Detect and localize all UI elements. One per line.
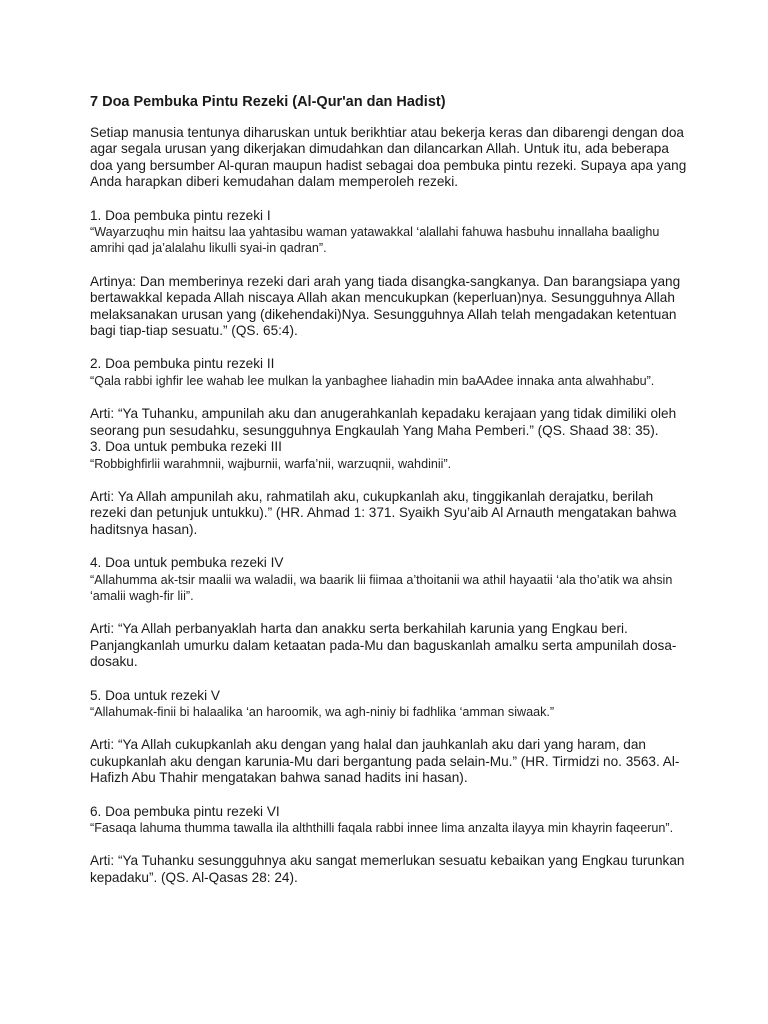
section-heading: 4. Doa untuk pembuka rezeki IV bbox=[90, 555, 284, 571]
section-translation: Arti: Ya Allah ampunilah aku, rahmatilah aku, cukupkanlah aku, tinggikanlah derajatku, berilah rezeki dan petunjuk untukku).” (HR. Ahmad 1: 371. Syaikh Syu’aib Al Arnauth mengatakan bahwa haditsnya hasan). bbox=[90, 488, 677, 537]
section-5 bbox=[90, 688, 690, 787]
section-translation: Artinya: Dan memberinya rezeki dari arah yang tiada disangka-sangkanya. Dan barangsiapa yang bertawakkal kepada Allah niscaya Allah akan mencukupkan (keperluan)nya. Sesungguhnya Allah melaksanakan urusan yang (dikehendaki)Nya. Sesungguhnya Allah telah mengadakan ketentuan bagi tiap-tiap sesuatu.” (QS. 65:4). bbox=[90, 273, 681, 339]
section-transliteration: “Wayarzuqhu min haitsu laa yahtasibu waman yatawakkal ‘alallahi fahuwa hasbuhu innallaha baalighu amrihi qad ja’alalahu likulli syai-in qadran”. bbox=[90, 225, 660, 256]
section-translation: Arti: “Ya Allah cukupkanlah aku dengan yang halal dan jauhkanlah aku dari yang haram, dan cukupkanlah aku dengan karunia-Mu dari bergantung pada selain-Mu.” (HR. Tirmidzi no. 3563. Al-Hafizh Abu Thahir mengatakan bahwa sanad hadits ini hasan). bbox=[90, 737, 680, 786]
section-translation: Arti: “Ya Tuhanku, ampunilah aku dan anugerahkanlah kepadaku kerajaan yang tidak dimiliki oleh seorang pun sesudahku, sesungguhnya Engkaulah Yang Maha Pemberi.” (QS. Shaad 38: 35). bbox=[90, 406, 677, 438]
intro-paragraph: Setiap manusia tentunya diharuskan untuk berikhtiar atau bekerja keras dan dibarengi dengan doa agar segala urusan yang dikerjakan dimudahkan dan dilancarkan Allah. Untuk itu, ada beberapa doa yang bersumber Al-quran maupun hadist sebagai doa pembuka pintu rezeki. Supaya apa yang Anda harapkan diberi kemudahan dalam memperoleh rezeki. bbox=[90, 125, 687, 190]
section-4 bbox=[90, 555, 690, 670]
section-1 bbox=[90, 208, 690, 340]
section-heading: 5. Doa untuk rezeki V bbox=[90, 687, 220, 703]
section-heading: 1. Doa pembuka pintu rezeki I bbox=[90, 207, 271, 223]
section-translation: Arti: “Ya Allah perbanyaklah harta dan anakku serta berkahilah karunia yang Engkau beri. Panjangkanlah umurku dalam ketaatan pada-Mu dan baguskanlah amalku serta ampunilah dosa-dosaku. bbox=[90, 621, 677, 670]
section-3 bbox=[90, 439, 690, 538]
section-transliteration: “Allahumma ak-tsir maalii wa waladii, wa baarik lii fiimaa a’thoitanii wa athil hayaatii ‘ala tho’atik wa ahsin ‘amalii wagh-fir lii”. bbox=[90, 572, 673, 603]
section-heading: 3. Doa untuk pembuka rezeki III bbox=[90, 439, 282, 455]
section-transliteration: “Fasaqa lahuma thumma tawalla ila alththilli faqala rabbi innee lima anzalta ilayya min khayrin faqeerun”. bbox=[90, 821, 674, 835]
document-title: 7 Doa Pembuka Pintu Rezeki (Al-Qur'an dan Hadist) bbox=[90, 94, 446, 110]
section-transliteration: “Robbighfirlii warahmnii, wajburnii, warfa’nii, warzuqnii, wahdinii”. bbox=[90, 456, 452, 471]
section-heading: 2. Doa pembuka pintu rezeki II bbox=[90, 356, 275, 372]
section-transliteration: “Qala rabbi ighfir lee wahab lee mulkan la yanbaghee liahadin min baAAdee innaka anta alwahhabu”. bbox=[90, 373, 655, 388]
section-heading: 6. Doa pembuka pintu rezeki VI bbox=[90, 803, 280, 819]
section-translation: Arti: “Ya Tuhanku sesungguhnya aku sangat memerlukan sesuatu kebaikan yang Engkau turunkan kepadaku”. (QS. Al-Qasas 28: 24). bbox=[90, 853, 685, 885]
section-2 bbox=[90, 356, 690, 439]
section-transliteration: “Allahumak-finii bi halaalika ‘an haroomik, wa agh-niniy bi fadhlika ‘amman siwaak.” bbox=[90, 704, 555, 719]
section-6 bbox=[90, 804, 690, 887]
document-page bbox=[90, 93, 690, 886]
